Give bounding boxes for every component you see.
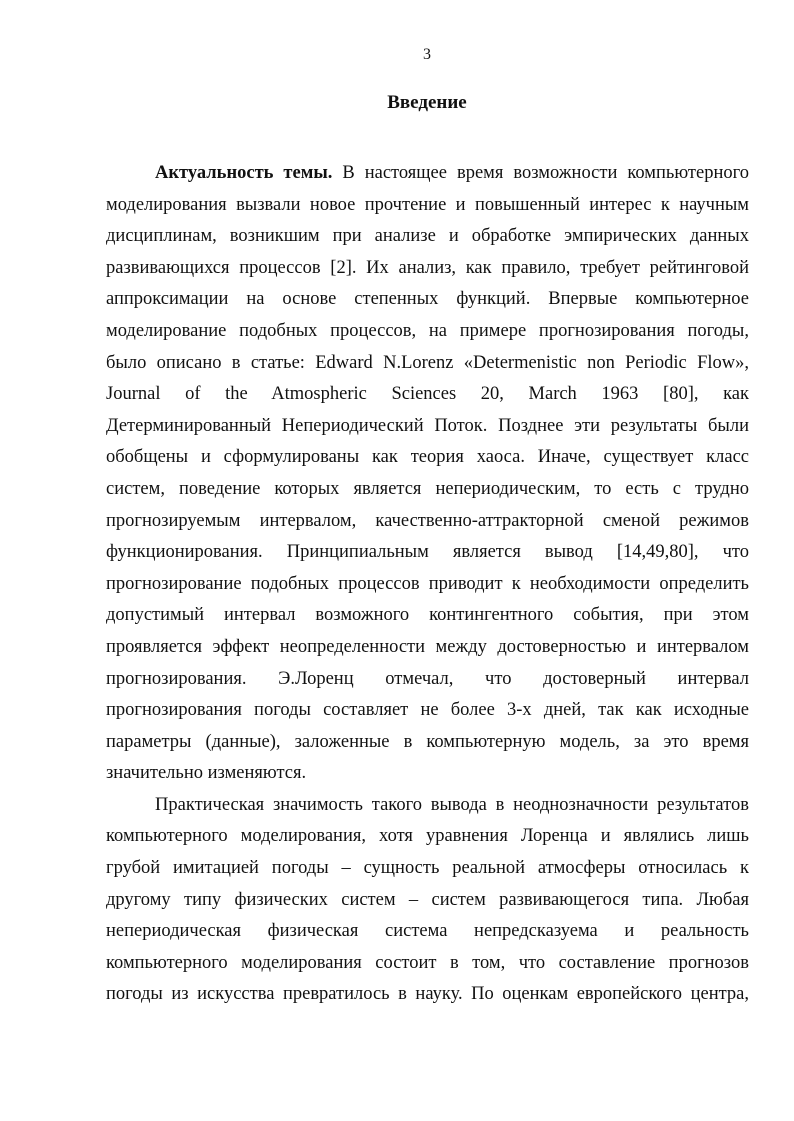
text-line: прогнозирования погоды составляет не более 3-х дней, так как исходные bbox=[106, 700, 749, 721]
text-fragment: В настоящее время возможности компьютерного bbox=[332, 163, 750, 183]
text-line bbox=[106, 158, 749, 190]
text-line: функционирования. Принципиальным является вывод [14,49,80], что bbox=[106, 542, 749, 563]
paragraph-relevance bbox=[106, 158, 749, 790]
text-line: грубой имитацией погоды – сущность реальной атмосферы относилась к bbox=[106, 858, 749, 879]
text-line: обобщены и сформулированы как теория хаоса. Иначе, существует класс bbox=[106, 447, 749, 468]
text-line: дисциплинам, возникшим при анализе и обработке эмпирических данных bbox=[106, 226, 749, 247]
page-number: 3 bbox=[423, 46, 431, 63]
document-body bbox=[106, 158, 749, 1011]
text-line: прогнозирования. Э.Лоренц отмечал, что достоверный интервал bbox=[106, 668, 749, 689]
text-line: проявляется эффект неопределенности между достоверностью и интервалом bbox=[106, 636, 749, 657]
text-line: допустимый интервал возможного контингентного события, при этом bbox=[106, 605, 749, 626]
text-line: другому типу физических систем – систем развивающегося типа. Любая bbox=[106, 889, 749, 910]
text-line: моделирование подобных процессов, на примере прогнозирования погоды, bbox=[106, 320, 749, 341]
text-line: непериодическая физическая система непредсказуема и реальность bbox=[106, 921, 749, 942]
text-line: Практическая значимость такого вывода в неоднозначности результатов bbox=[155, 794, 749, 815]
text-line: параметры (данные), заложенные в компьютерную модель, за это время bbox=[106, 731, 749, 752]
text-line: было описано в статье: Edward N.Lorenz «Determenistic non Periodic Flow», bbox=[106, 352, 749, 373]
text-line: значительно изменяются. bbox=[106, 763, 307, 784]
text-line: прогнозируемым интервалом, качественно-аттракторной сменой режимов bbox=[106, 510, 749, 531]
text-line: Детерминированный Непериодический Поток. Позднее эти результаты были bbox=[106, 415, 749, 436]
text-line: компьютерного моделирования, хотя уравнения Лоренца и являлись лишь bbox=[106, 826, 749, 847]
text-line: моделирования вызвали новое прочтение и повышенный интерес к научным bbox=[106, 194, 749, 215]
lead-phrase: Актуальность темы. bbox=[155, 163, 333, 183]
text-line: Journal of the Atmospheric Sciences 20, March 1963 [80], как bbox=[106, 384, 749, 405]
page-title: Введение bbox=[387, 92, 467, 113]
text-line: систем, поведение которых является непериодическим, то есть с трудно bbox=[106, 478, 749, 499]
text-line: компьютерного моделирования состоит в том, что составление прогнозов bbox=[106, 952, 749, 973]
paragraph-significance bbox=[106, 790, 749, 1011]
text-line: погоды из искусства превратилось в науку. По оценкам европейского центра, bbox=[106, 984, 749, 1005]
text-line: развивающихся процессов [2]. Их анализ, как правило, требует рейтинговой bbox=[106, 257, 749, 278]
text-line: прогнозирование подобных процессов приводит к необходимости определить bbox=[106, 573, 749, 594]
text-line: аппроксимации на основе степенных функций. Впервые компьютерное bbox=[106, 289, 749, 310]
